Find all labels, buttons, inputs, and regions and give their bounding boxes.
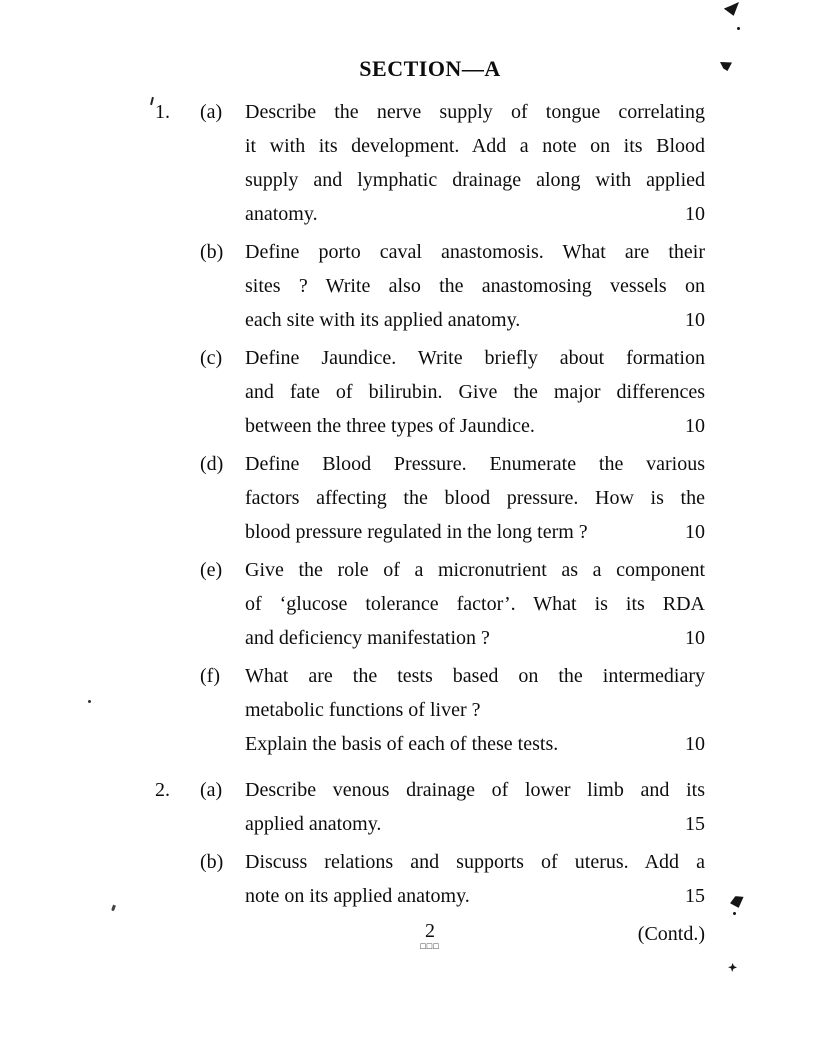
question-part-1b [155,235,705,337]
marks-value: 10 [685,627,705,649]
question-line [245,879,705,913]
question-line [245,621,705,655]
marks-value: 10 [685,203,705,225]
question-line [245,727,705,761]
part-text [245,659,705,761]
part-letter: (f) [200,665,220,687]
question-line: What are the tests based on the intermediary [245,665,705,687]
question-line [245,197,705,231]
part-text [245,341,705,443]
question-number [155,235,200,337]
part-letter: (e) [200,559,223,581]
question-line: supply and lymphatic drainage along with applied [245,169,705,191]
page-ornament: □□□ [420,941,440,951]
question-line: Define porto caval anastomosis. What are their [245,241,705,263]
question-line-text: Explain the basis of each of these tests. [245,733,559,755]
part-letter: (b) [200,851,224,873]
question-line-text: and deficiency manifestation ? [245,627,490,649]
question-number: 1. [155,101,170,123]
question-line-text: anatomy. [245,203,318,225]
question-part-1e [155,553,705,655]
section-title: SECTION—A [359,56,501,81]
marks-value: 10 [685,521,705,543]
ink-triangle-icon [720,62,732,71]
question-number [155,845,200,913]
ink-smudge-top-icon [723,2,741,17]
question-number [155,553,200,655]
question-part-1f [155,659,705,761]
question-line: Define Blood Pressure. Enumerate the various [245,453,705,475]
question-line: Discuss relations and supports of uterus. Add a [245,851,705,873]
question-line: Describe venous drainage of lower limb and its [245,779,705,801]
part-text [245,447,705,549]
marks-value: 15 [685,885,705,907]
question-line: and fate of bilirubin. Give the major differences [245,381,705,403]
ink-tick-footer-icon [111,905,116,912]
question-line [245,807,705,841]
part-text [245,95,705,231]
page-content [155,56,705,917]
question-line: factors affecting the blood pressure. How is the [245,487,705,509]
question-part-2a [155,773,705,841]
question-line [245,303,705,337]
question-line: Give the role of a micronutrient as a component [245,559,705,581]
question-line: Describe the nerve supply of tongue correlating [245,101,705,123]
question-line: sites ? Write also the anastomosing vessels on [245,275,705,297]
question-number: 2. [155,779,170,801]
question-part-1a [155,95,705,231]
part-letter: (d) [200,453,224,475]
ink-dot-left-icon [88,700,91,703]
question-line-text: each site with its applied anatomy. [245,309,521,331]
page-number: 2 [425,920,435,942]
question-line: it with its development. Add a note on its Blood [245,135,705,157]
question-line-text: blood pressure regulated in the long term ? [245,521,588,543]
part-text [245,845,705,913]
question-line: metabolic functions of liver ? [245,699,481,721]
question-2 [155,773,705,913]
question-line [245,515,705,549]
part-letter: (a) [200,101,223,123]
ink-tick-icon [150,97,154,105]
ink-speck-bottom-icon [728,963,737,972]
question-number [155,659,200,761]
question-number [155,341,200,443]
part-text [245,553,705,655]
part-text [245,773,705,841]
ink-dot-top-icon [737,27,740,30]
marks-value: 15 [685,813,705,835]
question-line-text: note on its applied anatomy. [245,885,470,907]
part-text [245,235,705,337]
contd-label: (Contd.) [637,923,705,945]
marks-value: 10 [685,415,705,437]
question-line [245,409,705,443]
ink-dot-right-icon [733,912,736,915]
page-footer [155,920,705,950]
ink-smudge-right-icon [730,895,745,908]
page-number-block [155,920,705,950]
question-1 [155,95,705,761]
question-line-text: applied anatomy. [245,813,382,835]
marks-value: 10 [685,733,705,755]
part-letter: (a) [200,779,223,801]
question-part-1d [155,447,705,549]
marks-value: 10 [685,309,705,331]
question-line: Define Jaundice. Write briefly about formation [245,347,705,369]
question-line: of ‘glucose tolerance factor’. What is its RDA [245,593,705,615]
question-number [155,447,200,549]
part-letter: (c) [200,347,223,369]
question-line-text: between the three types of Jaundice. [245,415,535,437]
part-letter: (b) [200,241,224,263]
question-part-1c [155,341,705,443]
question-part-2b [155,845,705,913]
